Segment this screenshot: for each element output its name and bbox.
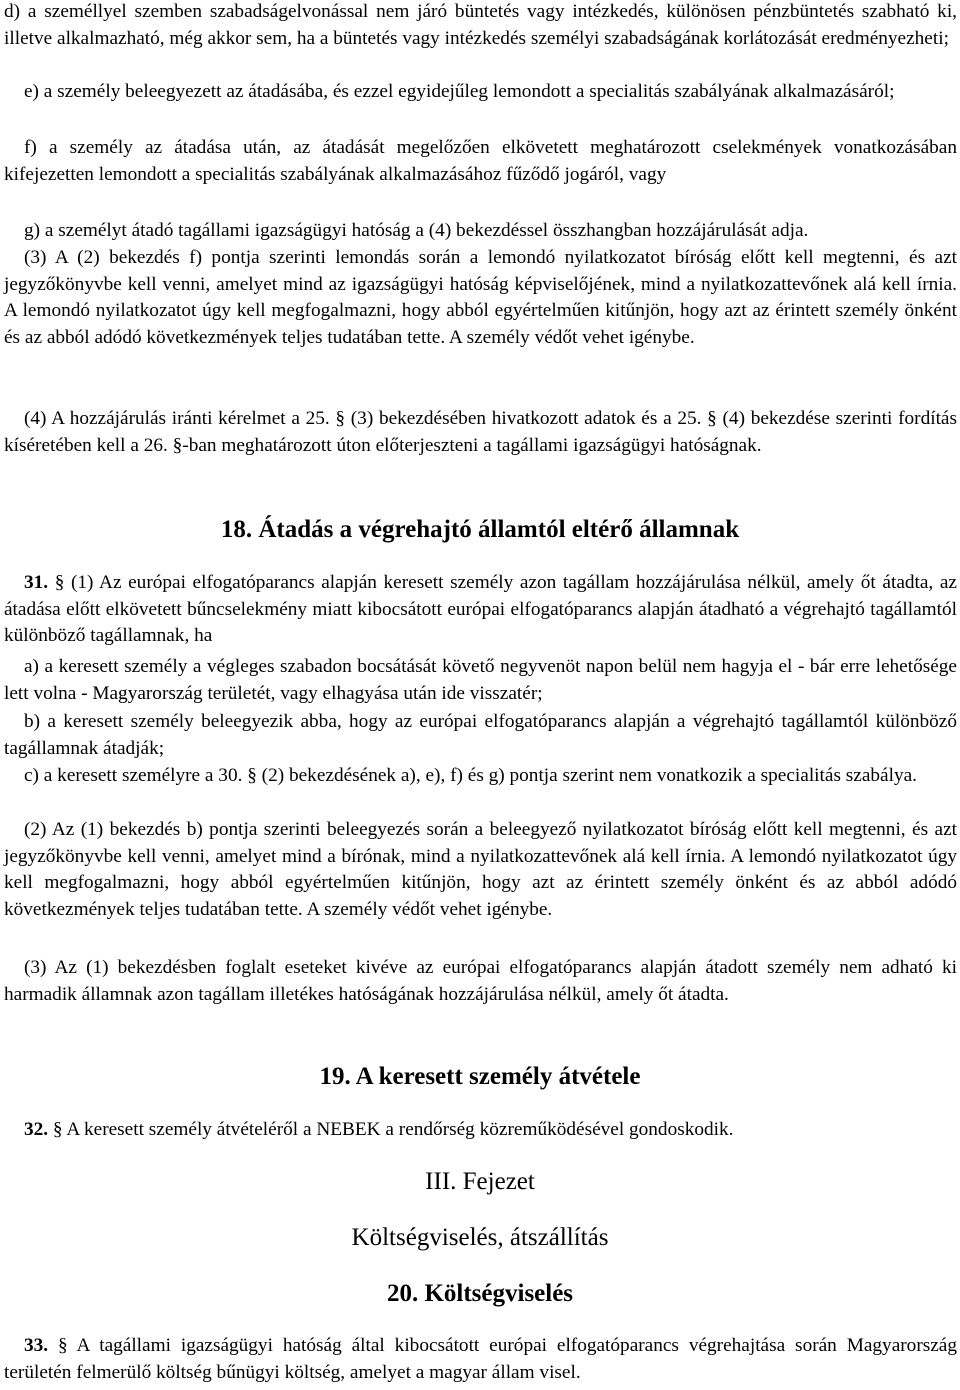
chapter-title: Költségviselés, átszállítás: [351, 1224, 609, 1251]
section-number-32: 32.: [24, 1119, 49, 1140]
section-33-text: § A tagállami igazságügyi hatóság által kibocsátott európai elfogatóparancs végrehajtása során Magyarország területén felmerülő költség bűnügyi költség, amelyet a magyar állam visel.: [4, 1335, 957, 1383]
paragraph-point-f: f) a személy az átadása után, az átadását megelőzően elkövetett meghatározott cselekmények vonatkozásában kifejezetten lemondott a specialitás szabályának alkalmazásához fűződő jogáról, vagy: [4, 137, 957, 185]
heading-section-19: 19. A keresett személy átvétele: [319, 1063, 641, 1090]
heading-section-20: 20. Költségviselés: [386, 1280, 574, 1307]
paragraph-section-31-c: c) a keresett személyre a 30. § (2) bekezdésének a), e), f) és g) pontja szerint nem vonatkozik a specialitás szabálya.: [24, 765, 917, 786]
paragraph-section-31-b: b) a keresett személy beleegyezik abba, hogy az európai elfogatóparancs alapján a végrehajtó tagállamtól különböző tagállamnak átadják;: [4, 711, 957, 759]
paragraph-section-31-1: [4, 570, 957, 650]
paragraph-section-32: [4, 1117, 957, 1144]
paragraph-section-31-3: (3) Az (1) bekezdésben foglalt eseteket kivéve az európai elfogatóparancs alapján átadott személy nem adható ki harmadik államnak azon tagállam illetékes hatóságának hozzájárulása nélkül, amely őt átadta.: [4, 957, 957, 1005]
section-number-31: 31.: [24, 572, 49, 593]
paragraph-section-31-2: (2) Az (1) bekezdés b) pontja szerinti beleegyezés során a beleegyező nyilatkozatot bíróság előtt kell megtenni, és azt jegyzőkönyvbe kell venni, amelyet mind a bírónak, mind a nyilatkozattevőnek alá kell írnia. A lemondó nyilatkozatot úgy kell megfogalmazni, hogy abból egyértelműen kitűnjön, hogy azt az érintett személy önként és az abból adódó következmények teljes tudatában tette. A személy védőt vehet igénybe.: [4, 819, 957, 920]
section-32-text: § A keresett személy átvételéről a NEBEK a rendőrség közreműködésével gondoskodik.: [48, 1119, 734, 1140]
paragraph-subsection-4: (4) A hozzájárulás iránti kérelmet a 25. § (3) bekezdésében hivatkozott adatok és a 25. § (4) bekezdése szerinti fordítás kíséretében kell a 26. §-ban meghatározott úton előterjeszteni a tagállami igazságügyi hatóságnak.: [4, 408, 957, 456]
paragraph-point-g: g) a személyt átadó tagállami igazságügyi hatóság a (4) bekezdéssel összhangban hozzájárulását adja.: [24, 220, 809, 241]
section-31-text: § (1) Az európai elfogatóparancs alapján keresett személy azon tagállam hozzájárulása nélkül, amely őt átadta, az átadása előtt elkövetett bűncselekmény miatt kibocsátott európai elfogatóparancs alapján átadható a végrehajtó tagállamtól különböző tagállamnak, ha: [4, 572, 957, 647]
paragraph-subsection-3: (3) A (2) bekezdés f) pontja szerinti lemondás során a lemondó nyilatkozatot bíróság előtt kell megtenni, és azt jegyzőkönyvbe kell venni, amelyet mind az igazságügyi hatóság képviselőjének, mind a nyilatkozattevőnek alá kell írnia. A lemondó nyilatkozatot úgy kell megfogalmazni, hogy abból egyértelműen kitűnjön, hogy azt az érintett személy önként és az abból adódó következmények teljes tudatában tette. A személy védőt vehet igénybe.: [4, 247, 957, 348]
paragraph-section-33: [4, 1333, 957, 1386]
paragraph-section-31-a: a) a keresett személy a végleges szabadon bocsátását követő negyvenöt napon belül nem hagyja el - bár erre lehetősége lett volna - Magyarország területét, vagy elhagyása után ide visszatér;: [4, 656, 957, 704]
chapter-heading: III. Fejezet: [425, 1168, 535, 1195]
heading-section-18: 18. Átadás a végrehajtó államtól eltérő államnak: [220, 516, 740, 543]
section-number-33: 33.: [24, 1335, 49, 1356]
paragraph-point-e: e) a személy beleegyezett az átadásába, és ezzel egyidejűleg lemondott a specialitás szabályának alkalmazásáról;: [24, 81, 895, 102]
paragraph-point-d: d) a személlyel szemben szabadságelvonással nem járó büntetés vagy intézkedés, különösen pénzbüntetés szabható ki, illetve alkalmazható, még akkor sem, ha a büntetés vagy intézkedés személyi szabadságának korlátozását eredményezheti;: [4, 1, 957, 49]
